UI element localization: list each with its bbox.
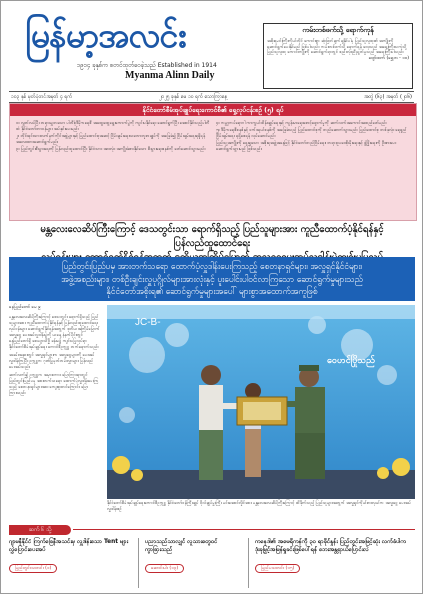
teaser-item[interactable] [255, 538, 415, 588]
divider [73, 529, 415, 530]
objectives-box [9, 103, 417, 221]
teaser-item[interactable] [145, 538, 249, 588]
masthead [7, 11, 255, 89]
teaser-item[interactable] [9, 538, 139, 588]
quote-text: အစိုးရမင်းကြီးကိုယ်တိုင် ကောင်းစွာ ဆုံးဖြတ်ချက်ချနိုင်ပါမှ ပြည်သူလူထု၏ အကျိုးကို ဆောင်ရွက်ပေးနိုင်မည် ဖြစ်ပါသည်။ ကမ်းတစ်ဖက်သို့ ရောက်ရန် လှေသည် အရေးကြီးသကဲ့သို့ ပြည်သူလူထု ကောင်းကျိုးကို ဆောင်ရွက်ရာတွင် စည်းလုံးညီညွတ်မှုသည် အရေးကြီးပါသည်။ [267, 38, 407, 55]
teaser-page-label: ဆောင်းပါး (၁၃) [145, 564, 184, 573]
objectives-heading: နိုင်ငံတော်စီမံအုပ်ချုပ်ရေးကောင်စီ၏ ရှေ့လုပ်ငန်းစဉ် (၅) ရပ် [10, 104, 416, 116]
newspaper-logo: မြန်မာ့အလင်း [25, 16, 186, 56]
teaser-title: ပညာသည်သာလျှင် လူသားတွေဝင်ကွာခြားသည် [145, 539, 218, 553]
news-photo [107, 305, 415, 499]
teaser-page-label: ပြည်တွင်းသတင်း (၁) [9, 564, 57, 573]
dateline [9, 91, 414, 103]
subheadline-line-2: အဖွဲ့အစည်းများ၊ တစ်ဦးချင်းလှူပုဂ္ဂိုလ်များအားလုံးနှင့် ပူးပေါင်းပါဝင်လာကြသော ဆောင်ရွက်မှုများသည် [61, 273, 363, 284]
photo-banner-text: ဝေဟင်ပြိုသည် [327, 356, 375, 366]
objective-item: ၂။ တိုင်းရင်းသားလက်နက်ကိုင်အဖွဲ့များနှင့် ပြည်ထောင်စုအဆင့် ငြိမ်းချမ်းရေးသဘောတူစာချုပ်ကို အခြေခံ၍ ငြိမ်းချမ်းရေးရရှိရန် အလေးထားဆောင်ရွက်မည်။ [16, 133, 206, 144]
subheadline-line-1: ပြည်တွင်းပြည်ပမှ အားတက်သရော ထောက်ပံ့လှူဒါန်းပေးကြသည့် စေတနာရှင်များ၊ အလှူရှင်နိုင်ငံများ၊ [62, 261, 362, 271]
article-column [9, 305, 103, 523]
photo-caption: နိုင်ငံတော်စီမံအုပ်ချုပ်ရေးကောင်စီဥက္ကဋ္ဌ နိုင်ငံတော်ဝန်ကြီးချုပ် ဗိုလ်ချုပ်မှူးကြီး မင်းအောင်လှိုင်အား မန္တလေးလေဆိပ်ကြီးကြောင့် ထိခိုက်သည့် ပြည်သူများအတွက် အလှူရှင်ကိုယ်စားလှယ်က အလှူငွေ ပေးအပ်လှူဒါန်းစဉ် [107, 500, 412, 511]
quote-title: ကမ်းတစ်ဖက်သို့ ရောက်ကုန် [302, 26, 374, 34]
teaser-title: ကနေဒါ၏ အမေရိကန်ကို ၃၀ ရာခိုင်နှုန်း ပြည်တွင်းအမြင့်ဆုံး လက်ခံပါက ဒုံးခုမြှင့်အမြန်ရှုခင်းဖြစ်ပေါ်ရန် ဘေးအန္တရာယ်ပြောင်းလဲ [255, 539, 407, 553]
quote-author: ဗျော်ထက် (ရွှေဘ - ၁၀) [368, 55, 409, 61]
headline-line-1: မန္တလေးလေဆိပ်ကြီးကြောင့် ဒေသတွင်းသာ ရောက်ရှိသည့် ပြည်သူများအား ကူညီထောက်ပံ့နိုင်ရန်နှင့် ပြန်လည်ထူထောင်ရေး [40, 224, 384, 249]
teasers-row [9, 538, 415, 588]
objective-item: ပြည်သူ့အကျိုးကို ရှေးရှုသော အစိုးရအဖွဲ့အနေဖြင့် နိုင်ငံတော်တည်ငြိမ်ရေး၊ တရားဥပဒေစိုးမိုးရေးနှင့် ဖွံ့ဖြိုးရေးကို ဦးစားပေး ဆောင်ရွက်သွားမည် ဖြစ်သည်။ [216, 140, 397, 151]
quote-box [263, 23, 413, 89]
article-paragraph: မန္တလေးလေဆိပ်ကြီးကြောင့် ဒေသတွင်း ရောက်ရှိသည့် ပြည်သူများအား ကူညီထောက်ပံ့နိုင်ရန်နှင့် ပြန်လည်ထူထောင်ရေး လုပ်ငန်းများ ဆောင်ရွက်နိုင်ရန်အတွက် ဒုတိယအကြိမ်မြောက် အလှူငွေ ပေးအပ်လှူဒါန်းပွဲကို ယနေ့ နံနက်ပိုင်းတွင် နေပြည်တော်ရှိ ဇေယျာသိဒ္ဓိ ခန်းမ၌ ကျင်းပပြုလုပ်ရာ နိုင်ငံတော်စီမံအုပ်ချုပ်ရေး ကောင်စီဥက္ကဋ္ဌ တက်ရောက်သည်။ [9, 314, 100, 349]
masthead-tagline: ၁၉၁၄ ခုနှစ်က စတင်ထုတ်ဝေခဲ့သည် Established in 1914 [77, 62, 217, 69]
objective-item: ၁။ လွတ်လပ်ပြီး တရားမျှတသော ပါတီစုံဒီမိုကရေစီ အထွေထွေရွေးကောက်ပွဲကို ကျင်းပနိုင်ရေး ဆောင်ရွက်ပြီး အောင်နိုင်သည့်ပါတီထံ နိုင်ငံတော်တာဝန်များ အပ်နှင်းပေးမည်။ [16, 120, 210, 131]
teaser-title: ဂျာမနီနိုင်ငံ ကြက်ခြေနီအသင်းမှ လှူဒါန်းသော Tent များ လွှဲပြောင်းပေးအပ် [9, 539, 129, 553]
subheadline-box [9, 257, 415, 301]
photo-banner-left: JC-B- [135, 317, 161, 328]
continuation-bar [9, 525, 415, 535]
dateline-issue: အတွဲ (၆၃) အမှတ် (၂၀၆) [363, 94, 412, 100]
objectives-right-column [216, 120, 412, 153]
objective-item: ၅။ ဒီမိုကရေစီစနစ်နှင့် ဖက်ဒရယ်စနစ်ကို အခြေခံသည့် ပြည်ထောင်စုကို တည်ဆောက်သွားမည်။ ပြည်ထောင်စု တစ်ခုလုံး ရေရှည်ငြိမ်းချမ်းရေး ရရှိစေရန် လုပ်ဆောင်မည်။ [216, 127, 407, 138]
article-paragraph: ဆက်လက်၍ ဥက္ကဋ္ဌက အမှာစကား ပြောကြားရာတွင် ပြည်တွင်းပြည်ပမှ အားတက်သရော ထောက်ပံ့လှူဒါန်းပေးကြသည့် စေတနာရှင်များအား ကျေးဇူးတင်ကြောင်း ပြောကြားသည်။ [9, 372, 99, 395]
subheadline-line-3: နိုင်ငံတော်အစိုးရ၏ ဆောင်ရွက်မှုများအပေါ် များစွာအထောက်အကူဖြစ် [106, 286, 318, 296]
article-paragraph: အခမ်းအနားတွင် အလှူရှင်များက အလှူငွေများကို ပေးအပ်လှူဒါန်းကြပြီး ဥက္ကဋ္ဌက ဂုဏ်ပြုမှတ်တမ်းလွှာများ ပြန်လည်ပေးအပ်သည်။ [9, 352, 95, 369]
article-byline: နေပြည်တော် မေ ၉ [9, 305, 41, 310]
teaser-page-label: ပြည်ပသတင်း (၁၅) [255, 564, 300, 573]
dateline-date: ၂၀၂၅ ခုနှစ် မေ ၁၀ ရက် သောကြာနေ့ [159, 94, 228, 100]
objectives-left-column [16, 120, 212, 153]
dateline-left: ၁၀၃ နှစ် မှတ်ပုံတင်အမှတ် ၄ ရက် [11, 94, 73, 100]
objective-item: ၃။ ပြည်တွင်းစီးပွားရေးကို ပြန်လည်ထူထောင်ပြီး နိုင်ငံသား အားလုံး အကျိုးခံစားနိုင်သော စီးပွားရေးစနစ်ကို ဖော်ဆောင်သွားမည်။ [16, 146, 206, 151]
continuation-badge[interactable]: ဆက် ၆ သို့ [9, 525, 71, 535]
objective-item: ၄။ ကမ္ဘာ့ကပ်ရောဂါ ကာကွယ်ထိန်းချုပ်ရေးနှင့် ကျန်းမာရေးစောင့်ရှောက်မှုကို ဆက်လက်အကောင်အထည်ဖော်မည်။ [216, 120, 387, 125]
masthead-english-name: Myanma Alinn Daily [125, 70, 215, 81]
